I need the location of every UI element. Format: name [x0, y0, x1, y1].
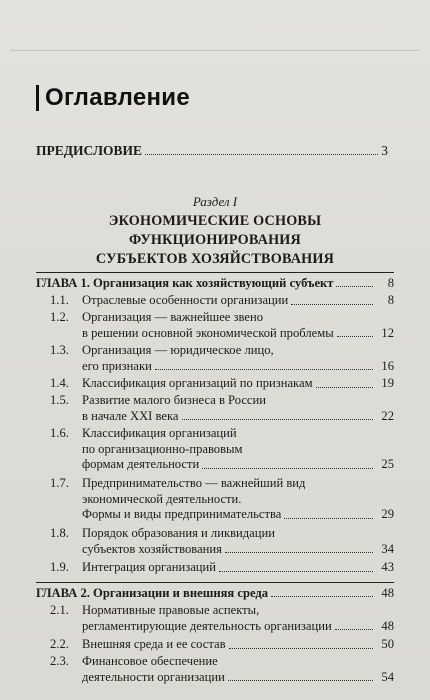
entry-page: 29: [381, 507, 394, 521]
entry-text: в начале XXI века: [82, 408, 179, 423]
entry-text: Внешняя среда и ее состав: [82, 637, 226, 651]
entry-number: 1.2.: [50, 310, 69, 324]
chapter-1-entry[interactable]: [36, 276, 394, 291]
entry-page: 54: [381, 669, 394, 684]
chapter-page: 48: [381, 586, 394, 600]
toc-heading: [36, 84, 190, 112]
chapter-2-entry[interactable]: [36, 586, 394, 601]
leader-dots: [155, 369, 373, 370]
leader-dots: [182, 419, 374, 420]
entry-text: в решении основной экономической проблемы: [82, 325, 334, 340]
entry-page: 48: [381, 618, 394, 633]
entry-page: 8: [387, 293, 394, 307]
entry-text: Нормативные правовые аспекты,: [82, 603, 260, 617]
section-title-line: ЭКОНОМИЧЕСКИЕ ОСНОВЫ: [108, 213, 322, 229]
entry-text: его признаки: [82, 358, 152, 373]
entry-text: деятельности организации: [82, 669, 225, 684]
entry-number: 1.7.: [50, 476, 69, 490]
chapter-rule: [36, 582, 394, 583]
foreword-page: 3: [381, 143, 388, 158]
entry-text: Формы и виды предпринимательства: [82, 507, 282, 521]
chapter-label: ГЛАВА 1. Организация как хозяйствующий субъект: [36, 276, 334, 290]
toc-entry-1-6[interactable]: [50, 426, 394, 473]
heading-bar: [36, 85, 39, 111]
entry-text: Классификация организаций по признакам: [82, 376, 313, 390]
entry-text: регламентирующие деятельность организации: [82, 618, 332, 633]
leader-dots: [229, 648, 373, 649]
entry-page: 34: [381, 541, 394, 556]
entry-page: 19: [381, 376, 394, 390]
leader-dots: [291, 304, 373, 305]
toc-entry-1-4[interactable]: [50, 376, 394, 392]
foreword-label: ПРЕДИСЛОВИЕ: [36, 143, 143, 158]
leader-dots: [228, 680, 373, 681]
leader-dots: [271, 596, 373, 597]
toc-entry-1-2[interactable]: [50, 310, 394, 341]
toc-entry-1-9[interactable]: [50, 560, 394, 576]
entry-number: 2.2.: [50, 637, 69, 651]
entry-number: 2.1.: [50, 603, 69, 617]
section-title: [0, 212, 430, 269]
leader-dots: [316, 387, 373, 388]
toc-entry-1-8[interactable]: [50, 526, 394, 557]
entry-text: Организация — важнейшее звено: [82, 310, 263, 324]
leader-dots: [337, 336, 373, 337]
entry-number: 1.5.: [50, 393, 69, 407]
section-title-line: СУБЪЕКТОВ ХОЗЯЙСТВОВАНИЯ: [95, 251, 335, 267]
toc-entry-1-7[interactable]: [50, 476, 394, 523]
section-title-line: ФУНКЦИОНИРОВАНИЯ: [129, 232, 301, 248]
entry-text: Финансовое обеспечение: [82, 654, 218, 668]
entry-text: формам деятельности: [82, 457, 200, 471]
entry-text: Организация — юридическое лицо,: [82, 343, 274, 357]
entry-text: Развитие малого бизнеса в России: [82, 393, 266, 407]
entry-page: 12: [381, 325, 394, 340]
toc-entry-2-2[interactable]: [50, 637, 394, 653]
entry-text: Предпринимательство — важнейший вид: [82, 476, 306, 490]
leader-dots: [219, 571, 373, 572]
entry-text: субъектов хозяйствования: [82, 541, 222, 556]
entry-number: 1.8.: [50, 526, 69, 540]
entry-page: 16: [381, 358, 394, 373]
leader-dots: [202, 468, 373, 469]
chapter-rule: [36, 272, 394, 273]
foreword-entry[interactable]: [36, 143, 388, 159]
faint-bleedthrough-header: [10, 24, 420, 51]
leader-dots: [284, 518, 373, 519]
entry-text: Классификация организаций: [82, 426, 237, 440]
entry-text: по организационно-правовым: [82, 441, 243, 456]
entry-page: 43: [381, 560, 394, 574]
entry-text: Интеграция организаций: [82, 560, 217, 574]
section-heading: [0, 194, 430, 269]
leader-dots: [335, 629, 373, 630]
entry-number: 2.3.: [50, 654, 69, 668]
chapter-label: ГЛАВА 2. Организации и внешняя среда: [36, 586, 269, 600]
entry-text: экономической деятельности.: [82, 491, 242, 506]
leader-dots: [145, 154, 378, 155]
chapter-page: 8: [387, 276, 394, 290]
entry-number: 1.6.: [50, 426, 69, 440]
entry-number: 1.4.: [50, 376, 69, 390]
entry-number: 1.3.: [50, 343, 69, 357]
toc-title: Оглавление: [45, 84, 190, 111]
toc-entry-2-3[interactable]: [50, 654, 394, 685]
toc-entry-1-1[interactable]: [50, 293, 394, 309]
leader-dots: [336, 286, 373, 287]
entry-text: Порядок образования и ликвидации: [82, 526, 275, 540]
entry-number: 1.1.: [50, 293, 69, 307]
toc-entry-1-5[interactable]: [50, 393, 394, 424]
entry-page: 50: [381, 637, 394, 651]
toc-entry-2-1[interactable]: [50, 603, 394, 634]
entry-text: Отраслевые особенности организации: [82, 293, 289, 307]
section-label: Раздел I: [192, 194, 238, 209]
leader-dots: [225, 552, 373, 553]
toc-entry-1-3[interactable]: [50, 343, 394, 374]
entry-number: 1.9.: [50, 560, 69, 574]
entry-page: 22: [381, 408, 394, 423]
entry-page: 25: [381, 457, 394, 471]
